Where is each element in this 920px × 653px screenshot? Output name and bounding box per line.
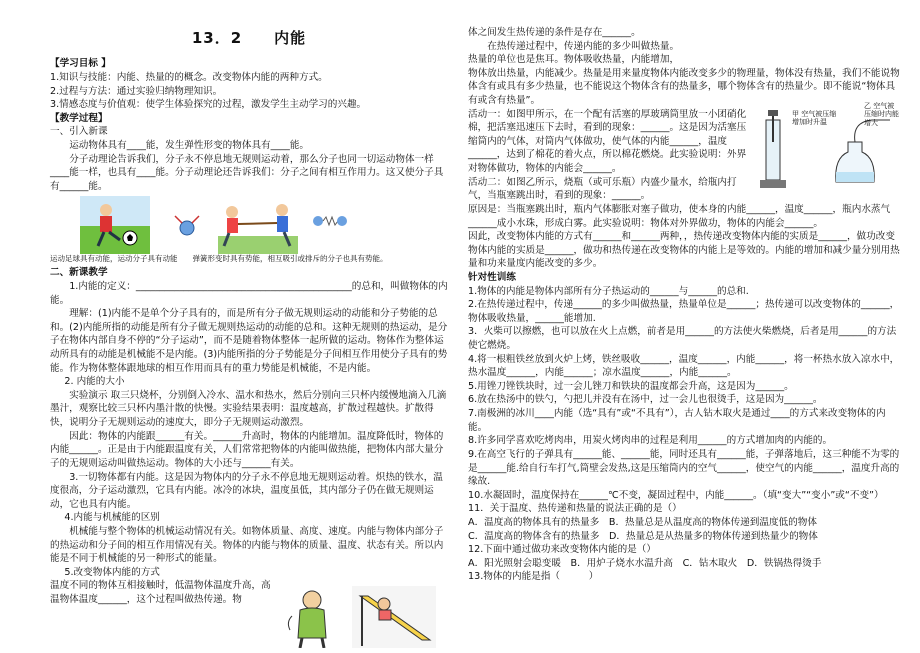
question-2: 2.在热传递过程中，传递______的多少叫做热量，热量单位是______；热传递可以改变物体的______，物体吸收热量，______能增加.: [468, 299, 900, 324]
size-heading: 2. 内能的大小: [64, 376, 125, 388]
football-image: [80, 196, 150, 254]
tug-of-war-image: [218, 196, 298, 254]
apparatus-label-a: 甲 空气被压缩增加时升温: [792, 110, 837, 127]
page-title: 13．2 内能: [191, 29, 307, 47]
question-4: 4.将一根粗铁丝放到火炉上烤，铁丝吸收______，温度______，内能______，将一杯热水放入凉水中，热水温度______，内能______；凉水温度______，内能______。: [468, 353, 900, 379]
heading-process: 【教学过程】: [50, 112, 108, 124]
right-p0: 体之间发生热传递的条件是存在______。: [468, 27, 641, 38]
right-p1: 在热传递过程中，传递内能的多少叫做热量。: [487, 40, 680, 52]
practice-heading: 针对性训练: [468, 271, 516, 283]
question-11-cd: C．温度高的物体含有的热量多 D．热量总是从热量多的物体传递到热量少的物体: [468, 530, 818, 542]
right-column: [468, 0, 900, 584]
internal-energy-def: 1.内能的定义：_____________________________________________的总和，叫做物体的内能。: [50, 281, 448, 306]
difference-heading: 4.内能与机械能的区别: [64, 512, 160, 524]
heading-objectives: 【学习目标 】: [50, 58, 111, 70]
activity-two: 活动二：如图乙所示，烧瓶（或可乐瓶）内盛少量水，给瓶内打气，当瓶塞跳出时，看到的现象：______。: [468, 176, 737, 202]
objective-1: 1.知识与技能：内能、热量的的概念。改变物体内能的两种方式。: [50, 71, 328, 83]
slide-image: [352, 586, 436, 648]
question-13: 13.物体的内能是指（ ）: [468, 571, 599, 583]
molecule-spring-icon: [312, 206, 348, 236]
molecule-icon: [172, 208, 202, 248]
apparatus-label-b: 乙 空气被压缩时内能增大: [864, 102, 899, 127]
all-objects-text: 3.一切物体都有内能。这是因为物体内的分子永不停息地无规则运动着。炽热的铁水，温度很高，分子运动激烈，它具有内能。冰冷的冰块，温度虽低，其内部分子仍在做无规则运动，它也具有内能。: [50, 471, 443, 510]
therefore-text: 因此：物体的内能跟______有关。______升高时，物体的内能增加。温度降低时，物体的内能______。正是由于内能跟温度有关，人们常常把物体的内能叫做热能，把物体内部大量分子的无规则运动叫做热运动。物体的大小还与______有关。: [50, 430, 444, 469]
section-intro: 一、引入新课: [50, 126, 108, 138]
question-12-options: A．阳光照射会聪变暖 B．用炉子烧水水温升高 C．钻木取火 D．铁锅热得烫手: [468, 557, 822, 569]
question-1: 1.物体的内能是物体内部所有分子热运动的______与______的总和.: [468, 285, 749, 297]
question-3: 3．火柴可以擦燃，也可以放在火上点燃，前者是用______的方法使火柴燃烧，后者是用______的方法使它燃烧。: [468, 326, 897, 352]
left-column: [50, 0, 448, 607]
intro-p1: 运动物体具有____能，发生弹性形变的物体具有____能。: [69, 139, 310, 151]
section-new: 二、新课教学: [50, 267, 108, 279]
summary-text: 因此，改变物体内能的方式有______和______两种，，热传递改变物体内能的实质是______，做功改变物体内能的实质是______，做功和热传递在改变物体的内能上是等效的。内能的增加和减少量分别用热量和功来量度内能改变的多少。: [468, 231, 900, 270]
old-man-image: [282, 586, 342, 648]
question-11: 11．关于温度、热传递和热量的说法正确的是（）: [468, 503, 682, 515]
figure-caption: 运动足球具有动能，运动分子具有动能 弹簧形变时具有势能，相互吸引或排斥的分子也具有势能。: [50, 254, 388, 264]
difference-text: 机械能与整个物体的机械运动情况有关。如物体质量、高度、速度。内能与物体内部分子的热运动和分子间的相互作用情况有关。物体的内能与物体的质量、温度、状态有关。所以内能是不同于机械能的另一种形式的能量。: [50, 525, 444, 565]
experiment-text: 实验演示 取三只烧杯，分别倒入冷水、温水和热水，然后分别向三只杯内缓慢地滴入几滴墨汁，观察比较三只杯内墨汁散的快慢。实验结果表明：温度越高，扩散过程越快。扩散得快，说明分子无规则运动的速度大，即分子无规则运动激烈。: [50, 389, 447, 429]
objective-3: 3.情感态度与价值观：使学生体验探究的过程，激发学生主动学习的兴趣。: [50, 99, 367, 111]
question-12: 12.下面中通过做功来改变物体内能的是（）: [468, 544, 656, 556]
question-9: 9.在高空飞行的子弹具有______能、______能，同时还具有______能，子弹落地后，这三种能不为零的是______能.给自行车打气,筒壁会发热,这是压缩筒内的空气______，使空气的内能______，温度升高的缘故.: [468, 448, 900, 488]
question-10: 10.水凝固时，温度保持在______℃不变，凝固过程中，内能______。（填“变大”“变小”或“不变”）: [468, 489, 884, 501]
question-7: 7.南极洲的冰川____内能（选“具有”或“不具有”），古人钻木取火是通过____的方式来改变物体的内能。: [468, 408, 886, 433]
right-p2: 热量的单位也是焦耳。物体吸收热量，内能增加，: [468, 54, 680, 66]
change-heading: 5.改变物体内能的方式: [64, 566, 160, 578]
heat-transfer-text: 温度不同的物体互相接触时，低温物体温度升高，高温物体温度______，这个过程叫做热传递。物: [50, 580, 271, 606]
objective-2: 2.过程与方法：通过实验归纳物理知识。: [50, 85, 223, 97]
activity-two-reason: 原因是：当瓶塞跳出时，瓶内气体膨胀对塞子做功，使本身的内能______，温度______，瓶内水蒸气______成小水珠，形成白雾。此实验说明：物体对外界做功，物体的内能会______。: [468, 203, 891, 229]
apparatus-figure: [752, 102, 900, 202]
question-5: 5.用锉刀锉铁块时，过一会儿锉刀和铁块的温度都会升高，这是因为______。: [468, 380, 794, 392]
energy-figures: [50, 196, 448, 264]
question-11-ab: A．温度高的物体具有的热量多 B．热量总是从温度高的物体传递到温度低的物体: [468, 516, 817, 528]
understanding-text: 理解：(1)内能不是单个分子具有的，而是所有分子做无规则运动的动能和分子势能的总和。(2)内能所指的动能是所有分子做无规则热运动的动能的总和。这种无规则的热运动，是分子在物体内部自身不停的“分子运动”，而不是随着物体整体一起所做的运动。物体作为整体运动所具有的动能是机械能不是内能。(3)内能所指的分子势能是分子间相互作用使分子具有的势能。作为物体整体跟地球的相互作用而具有的重力势能是机械能，不是内能。: [50, 308, 448, 374]
intro-p2: 分子动理论告诉我们，分子永不停息地无规则运动着，那么分子也同一切运动物体一样____能一样，也具有____能。分子动理论还告诉我们：分子之间有相互作用力。这又使分子具有______能。: [50, 153, 444, 192]
activity-one: 活动一：如图甲所示，在一个配有活塞的厚玻璃筒里放一小团硝化棉，把活塞迅速压下去时，看到的现象：______。这是因为活塞压缩筒内的气体，对筒内气体做功，使气体的内能______，温度______，达到了棉花的着火点，所以棉花燃烧。此实验说明：外界对物体做功，物体的内能会______。: [468, 108, 747, 175]
question-8: 8.许多同学喜欢吃烤肉串，用炭火烤肉串的过程是利用______的方式增加肉的内能的。: [468, 435, 833, 447]
question-6: 6.放在热汤中的铁勺，勺把儿并没有在汤中，过一会儿也很烫手，这是因为______。: [468, 394, 823, 406]
right-p3: 物体放出热量，内能减少。热量是用来量度物体内能改变多少的物理量，物体没有热量，我们不能说物体含有或具有多少热量，也不能说这个物体含有的热量多，哪个物体含有的热量少。即不能说“物体具有或含有热量”。: [468, 67, 900, 107]
